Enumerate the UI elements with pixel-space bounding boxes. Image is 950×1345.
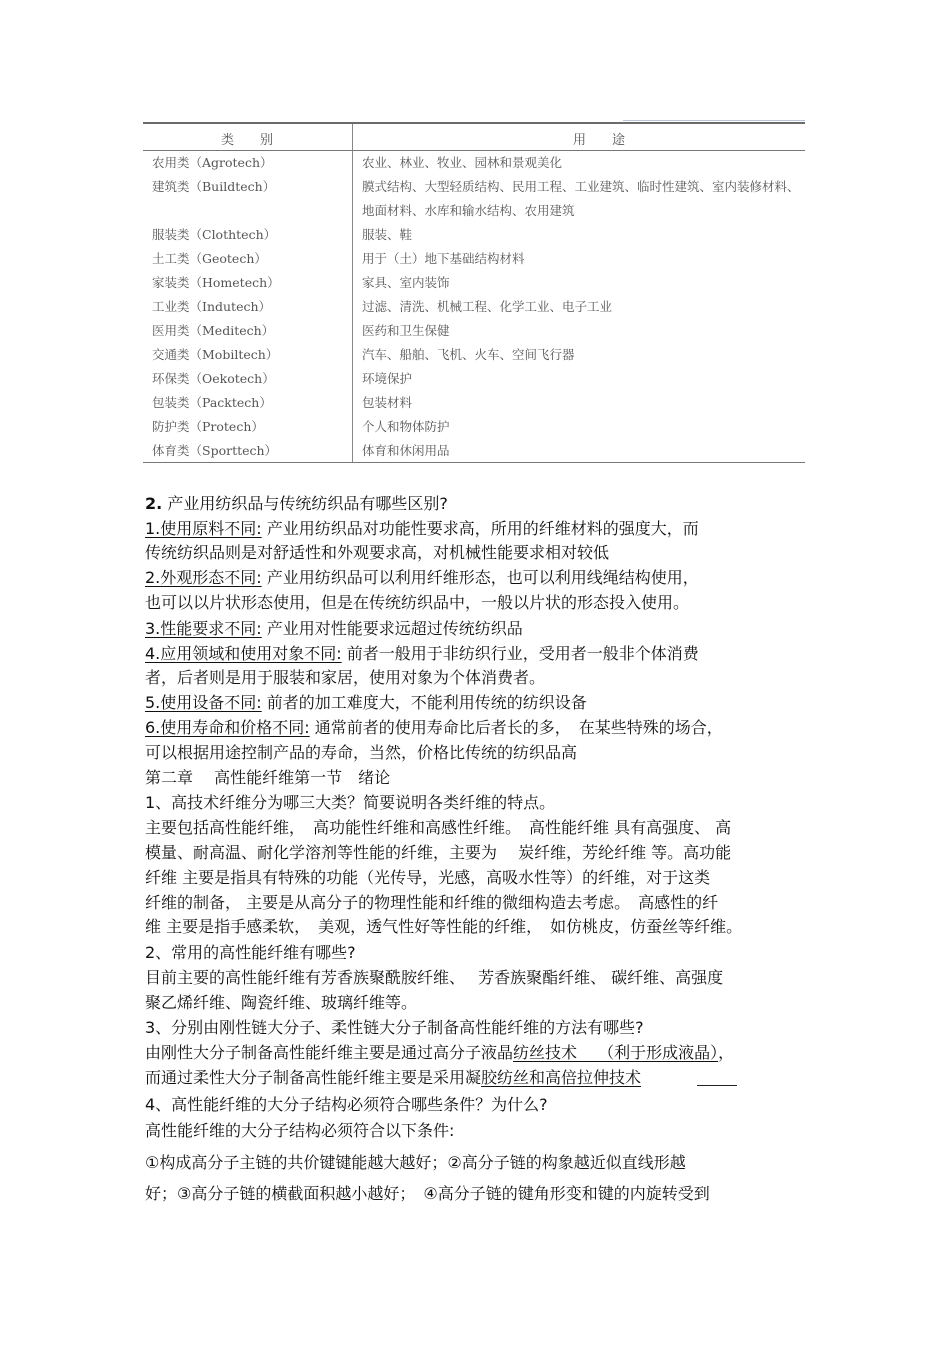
table-cell-use: 包装材料	[362, 395, 413, 410]
table-row	[143, 295, 805, 319]
s3-question: 3、分别由刚性链大分子、柔性链大分子制备高性能纤维的方法有哪些?	[145, 1018, 644, 1037]
q2-item-6-cont: 可以根据用途控制产品的寿命，当然，价格比传统的纺织品高	[145, 743, 578, 762]
table-cell-category: 体育类（Sporttech）	[152, 443, 278, 458]
table-cell-category: 家装类（Hometech）	[152, 275, 280, 290]
table-row	[143, 151, 805, 175]
s4-answer-line: 高性能纤维的大分子结构必须符合以下条件:	[145, 1121, 455, 1140]
table-top-rule	[143, 122, 805, 124]
table-cell-use: 汽车、船舶、飞机、火车、空间飞行器	[362, 347, 575, 362]
table-cell-category: 工业类（Indutech）	[152, 299, 272, 314]
table-row	[143, 175, 805, 223]
table-cell-category: 土工类（Geotech）	[152, 251, 267, 266]
table-cell-use: 环境保护	[362, 371, 413, 386]
q2-item-label: 6.使用寿命和价格不同:	[145, 718, 310, 737]
q2-item-text: 产业用对性能要求远超过传统纺织品	[266, 619, 523, 638]
table-cell-use: 体育和休闲用品	[362, 443, 450, 458]
table-cell-use: 个人和物体防护	[362, 419, 450, 434]
table-cell-category: 建筑类（Buildtech）	[152, 179, 276, 194]
table-row	[143, 343, 805, 367]
table-cell-category: 环保类（Oekotech）	[152, 371, 275, 386]
q2-item-1-cont: 传统纺织品则是对舒适性和外观要求高，对机械性能要求相对较低	[145, 543, 610, 562]
table-row	[143, 319, 805, 343]
q2-number: 2.	[145, 494, 163, 513]
q2-item-label: 4.应用领域和使用对象不同:	[145, 644, 342, 663]
q2-item-5	[145, 691, 587, 715]
q2-item-text: 前者一般用于非纺织行业，受用者一般非个体消费	[346, 644, 699, 663]
s2-question: 2、常用的高性能纤维有哪些?	[145, 943, 356, 962]
q2-question: 产业用纺织品与传统纺织品有哪些区别?	[167, 494, 448, 513]
table-row	[143, 247, 805, 271]
s3-underline-extension	[697, 1085, 737, 1086]
q2-item-1	[145, 517, 699, 541]
table-header-category: 类 别	[221, 133, 274, 148]
s3-answer-line-2	[145, 1066, 641, 1090]
s2-answer-line: 目前主要的高性能纤维有芳香族聚酰胺纤维、 芳香族聚酯纤维、 碳纤维、高强度	[145, 968, 724, 987]
table-row	[143, 439, 805, 463]
table-row	[143, 367, 805, 391]
s1-answer-line: 纤维 主要是指具有特殊的功能（光传导，光感，高吸水性等）的纤维，对于这类	[145, 868, 711, 887]
s1-answer-line: 纤维的制备， 主要是从高分子的物理性能和纤维的微细构造去考虑。 高感性的纤	[145, 893, 719, 912]
table-cell-category: 服装类（Clothtech）	[152, 227, 277, 242]
s4-answer-line: 好；③高分子链的横截面积越小越好； ④高分子链的键角形变和键的内旋转受到	[145, 1184, 710, 1203]
s4-answer-line: ①构成高分子主链的共价键键能越大越好；②高分子链的构象越近似直线形越	[145, 1153, 686, 1172]
q2-item-2	[145, 566, 699, 590]
table-row	[143, 223, 805, 247]
q2-item-label: 3.性能要求不同:	[145, 619, 262, 638]
table-cell-use: 用于（土）地下基础结构材料	[362, 251, 525, 266]
q2-item-label: 2.外观形态不同:	[145, 568, 262, 587]
s3-underlined-text: 纺丝技术 （利于形成液晶）	[513, 1043, 719, 1062]
table-cell-use: 膜式结构、大型轻质结构、民用工程、工业建筑、临时性建筑、室内装修材料、地面材料、水库和输水结构、农用建筑	[362, 179, 800, 218]
q2-item-4-cont: 者，后者则是用于服装和家居，使用对象为个体消费者。	[145, 668, 546, 687]
q2-item-label: 1.使用原料不同:	[145, 519, 262, 538]
table-row	[143, 391, 805, 415]
table-cell-category: 医用类（Meditech）	[152, 323, 275, 338]
q2-item-text: 产业用纺织品对功能性要求高，所用的纤维材料的强度大，而	[266, 519, 699, 538]
q2-item-6	[145, 716, 723, 740]
s1-answer-line: 维 主要是指手感柔软， 美观，透气性好等性能的纤维， 如仿桃皮，仿蚕丝等纤维。	[145, 917, 743, 936]
table-cell-use: 农业、林业、牧业、园林和景观美化	[362, 155, 563, 170]
q2-item-2-cont: 也可以以片状形态使用，但是在传统纺织品中，一般以片状的形态投入使用。	[145, 593, 690, 612]
table-cell-category: 包装类（Packtech）	[152, 395, 272, 410]
s3-text: 由刚性大分子制备高性能纤维主要是通过高分子液晶	[145, 1043, 514, 1062]
s3-underlined-text: 胶纺丝和高倍拉伸技术	[481, 1068, 642, 1087]
table-cell-category: 防护类（Protech）	[152, 419, 264, 434]
table-cell-use: 家具、室内装饰	[362, 275, 450, 290]
s2-answer-line: 聚乙烯纤维、陶瓷纤维、玻璃纤维等。	[145, 993, 418, 1012]
table-row	[143, 415, 805, 439]
s1-answer-line: 模量、耐高温、耐化学溶剂等性能的纤维，主要为 炭纤维，芳纶纤维 等。高功能	[145, 843, 732, 862]
table-row	[143, 271, 805, 295]
table-cell-category: 农用类（Agrotech）	[152, 155, 273, 170]
s1-question: 1、高技术纤维分为哪三大类？简要说明各类纤维的特点。	[145, 793, 556, 812]
s1-answer-line: 主要包括高性能纤维， 高功能性纤维和高感性纤维。 高性能纤维 具有高强度、 高	[145, 818, 732, 837]
q2-item-text: 产业用纺织品可以利用纤维形态，也可以利用线绳结构使用，	[266, 568, 699, 587]
table-bottom-rule	[143, 462, 805, 463]
table-cell-use: 医药和卫生保健	[362, 323, 450, 338]
table-cell-use: 服装、鞋	[362, 227, 413, 242]
s4-question: 4、高性能纤维的大分子结构必须符合哪些条件？为什么?	[145, 1095, 548, 1114]
table-cell-use: 过滤、清洗、机械工程、化学工业、电子工业	[362, 299, 613, 314]
q2-item-label: 5.使用设备不同:	[145, 693, 262, 712]
q2-item-3	[145, 617, 523, 641]
s3-text: 而通过柔性大分子制备高性能纤维主要是采用凝	[145, 1068, 482, 1087]
table-top-faint-rule	[623, 120, 805, 121]
s3-text: ，	[718, 1043, 735, 1062]
q2-item-text: 通常前者的使用寿命比后者长的多， 在某些特殊的场合，	[314, 718, 723, 737]
q2-heading	[145, 492, 448, 516]
table-header-use: 用 途	[573, 133, 626, 148]
s3-answer-line-1	[145, 1041, 734, 1065]
q2-item-4	[145, 642, 699, 666]
q2-item-text: 前者的加工难度大，不能利用传统的纺织设备	[266, 693, 587, 712]
chapter-heading: 第二章 高性能纤维第一节 绪论	[145, 768, 391, 787]
table-cell-category: 交通类（Mobiltech）	[152, 347, 279, 362]
